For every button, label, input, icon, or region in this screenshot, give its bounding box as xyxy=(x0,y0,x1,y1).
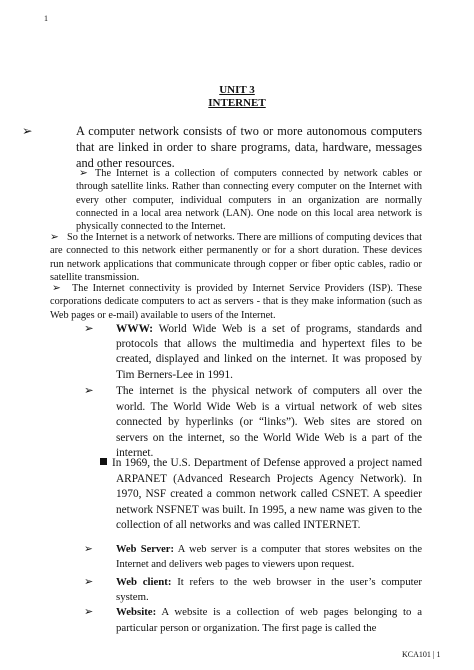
bullet-network-definition xyxy=(22,123,422,171)
bullet-text: The Internet is a collection of computers connected by network cables or through satellite links. Rather than connecting every computer on the Internet with every other computer, individual computers in an organization are normally connected in a local area network (LAN). One node on this local area network is physically connected to the Internet. xyxy=(76,168,422,233)
arrow-bullet-icon: ➢ xyxy=(52,283,61,294)
arrow-bullet-icon: ➢ xyxy=(84,323,94,335)
bullet-internet-vs-web xyxy=(84,384,422,462)
unit-title: UNIT 3 xyxy=(219,84,255,96)
bullet-text: A website is a collection of web pages belonging to a particular person or organization. The first page is called the xyxy=(116,606,422,634)
bullet-website xyxy=(84,604,422,636)
arrow-bullet-icon: ➢ xyxy=(84,576,94,588)
arrow-bullet-icon: ➢ xyxy=(84,385,94,397)
arrow-bullet-icon: ➢ xyxy=(84,544,93,555)
arrow-bullet-icon: ➢ xyxy=(84,606,94,618)
bullet-internet-collection xyxy=(76,167,422,233)
bullet-text: The Internet connectivity is provided by Internet Service Providers (ISP). These corporations dedicate computers to act as servers - that is they make information (such as Web pages or e-mail) available to users of the Internet. xyxy=(50,283,422,321)
arrow-bullet-icon: ➢ xyxy=(22,124,33,138)
square-bullet-icon xyxy=(100,458,107,465)
bullet-text: A computer network consists of two or more autonomous computers that are linked in order to share programs, data, hardware, messages and other resources. xyxy=(76,124,422,170)
bullet-term: Website: xyxy=(116,606,157,618)
arrow-bullet-icon: ➢ xyxy=(79,168,88,179)
bullet-www xyxy=(84,322,422,383)
bullet-network-of-networks xyxy=(50,231,422,284)
bullet-text: So the Internet is a network of networks. There are millions of computing devices that are connected to this network either permanently or for a short duration. These devices run network applications that communicate through copper or fiber optic cables, radio or satellite transmission. xyxy=(50,232,422,283)
section-title: INTERNET xyxy=(208,97,266,109)
arrow-bullet-icon: ➢ xyxy=(50,232,59,243)
bullet-web-client xyxy=(84,575,422,604)
bullet-web-server xyxy=(84,543,422,572)
bullet-text: In 1969, the U.S. Department of Defense approved a project named ARPANET (Advanced Research Projects Agency Network). In 1970, NSF created a common network called CSNET. A speedier network NSFNET was built. In 1995, a new name was given to the collection of all networks and was called INTERNET. xyxy=(112,457,422,531)
bullet-term: WWW: xyxy=(116,323,154,335)
page-footer: KCA101 | 1 xyxy=(402,650,441,659)
bullet-text: World Wide Web is a set of programs, standards and protocols that allows the multimedia and hypertext files to be created, displayed and linked on the internet. It was proposed by Tim Berners-Lee in 1991. xyxy=(116,323,422,381)
bullet-term: Web client: xyxy=(116,576,172,588)
bullet-isp xyxy=(50,282,422,322)
bullet-text: The internet is the physical network of computers all over the world. The World Wide Web is a virtual network of web sites connected by hyperlinks (or “links”). Web sites are stored on servers on the internet, so the World Wide Web is a part of the internet. xyxy=(116,385,422,459)
bullet-text: It refers to the web browser in the user’s computer system. xyxy=(116,576,422,603)
bullet-text: A web server is a computer that stores websites on the Internet and delivers web pages to viewers upon request. xyxy=(116,544,422,570)
bullet-arpanet-history xyxy=(112,456,422,534)
page-number-top: 1 xyxy=(44,14,48,23)
bullet-term: Web Server: xyxy=(116,544,174,555)
